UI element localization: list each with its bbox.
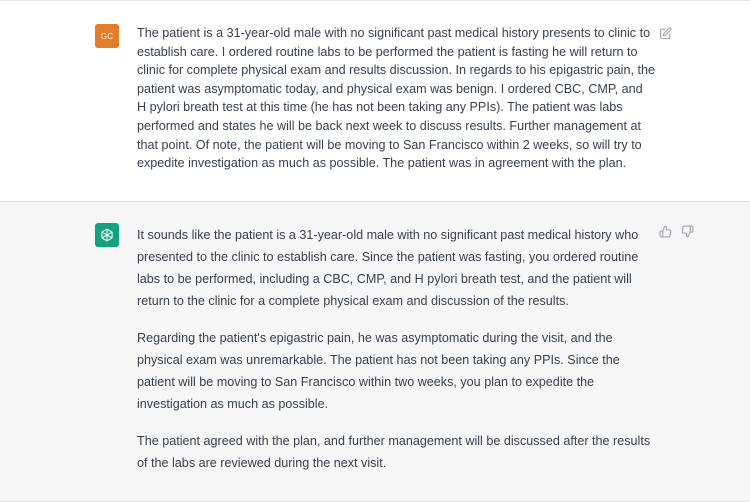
- assistant-avatar: [95, 223, 119, 247]
- assistant-paragraph-1: It sounds like the patient is a 31-year-old male with no significant past medical history who presented to the clinic to establish care. Since the patient was fasting, you ordered routine labs to be performed, including a CBC, CMP, and H pylori breath test, and the patient will return to the clinic for a complete physical exam and discussion of the results.: [137, 228, 639, 308]
- user-avatar-initials: GC: [100, 31, 114, 41]
- thumbs-down-icon: [681, 225, 694, 238]
- assistant-message-text: [137, 224, 655, 489]
- openai-logo-icon: [99, 227, 115, 243]
- user-avatar: [95, 24, 119, 48]
- thumbs-down-button[interactable]: [680, 224, 694, 238]
- assistant-message-row: [0, 202, 750, 502]
- assistant-paragraph-3: The patient agreed with the plan, and further management will be discussed after the results of the labs are reviewed during the next visit.: [137, 434, 651, 470]
- user-message-row: [0, 1, 750, 202]
- edit-icon: [659, 27, 672, 40]
- edit-button[interactable]: [658, 26, 672, 40]
- user-message-text: The patient is a 31-year-old male with no significant past medical history presents to clinic to establish care. I ordered routine labs to be performed the patient is fasting he will return to clinic for complete physical exam and results discussion. In regards to his epigastric pain, the patient was asymptomatic today, and physical exam was benign. I ordered CBC, CMP, and H pylori breath test at this time (he has not been taking any PPIs). The patient was labs performed and states he will be back next week to discuss results. Further management at that point. Of note, the patient will be moving to San Francisco within 2 weeks, so will try to expedite investigation as much as possible. The patient was in agreement with the plan.: [137, 26, 655, 171]
- assistant-paragraph-2: Regarding the patient's epigastric pain, he was asymptomatic during the visit, and the physical exam was unremarkable. The patient has not been taking any PPIs. Since the patient will be moving to San Francisco within two weeks, you plan to expedite the investigation as much as possible.: [137, 331, 620, 411]
- thumbs-up-button[interactable]: [658, 224, 672, 238]
- thumbs-up-icon: [659, 225, 672, 238]
